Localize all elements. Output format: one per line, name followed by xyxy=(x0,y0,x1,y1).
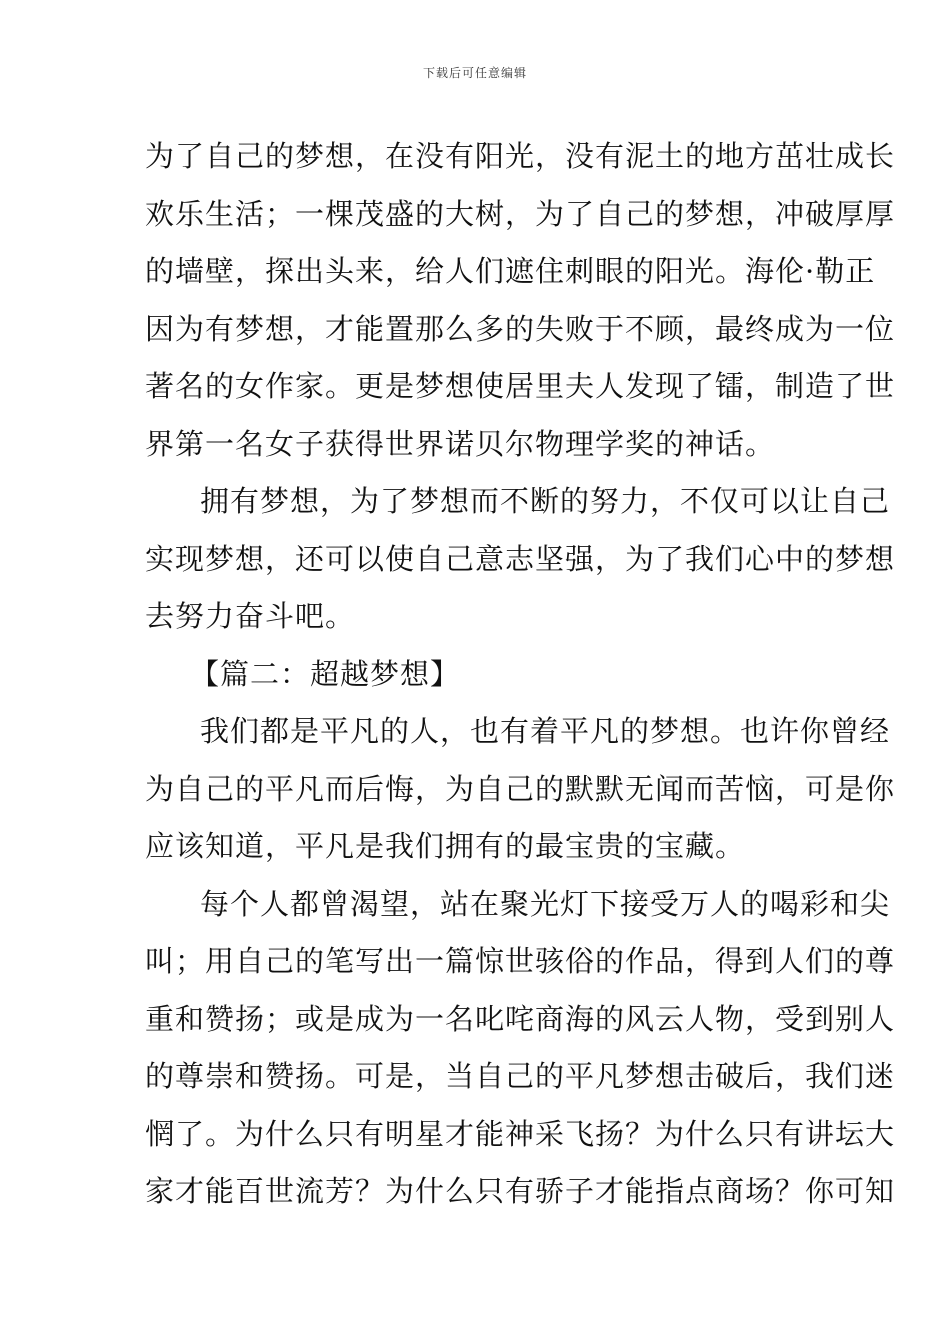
text-line: 去努力奋斗吧。 xyxy=(145,599,356,633)
text-line: 惘了。为什么只有明星才能神采飞扬？为什么只有讲坛大 xyxy=(145,1116,896,1151)
text-line: 家才能百世流芳？为什么只有骄子才能指点商场？你可知 xyxy=(145,1174,896,1208)
paragraph xyxy=(145,128,896,473)
section-heading xyxy=(145,646,810,704)
paragraph xyxy=(145,876,896,1221)
text-line: 界第一名女子获得世界诺贝尔物理学奖的神话。 xyxy=(145,426,776,461)
text-line: 欢乐生活；一棵茂盛的大树，为了自己的梦想，冲破厚厚 xyxy=(145,196,896,231)
text-line: 重和赞扬；或是成为一名叱咤商海的风云人物，受到别人 xyxy=(145,1001,896,1036)
text-line: 为自己的平凡而后悔，为自己的默默无闻而苦恼，可是你 xyxy=(145,771,896,806)
text-line: 拥有梦想，为了梦想而不断的努力，不仅可以让自己 xyxy=(200,484,891,518)
text-line: 因为有梦想，才能置那么多的失败于不顾，最终成为一位 xyxy=(145,311,896,346)
text-line: 每个人都曾渴望，站在聚光灯下接受万人的喝彩和尖 xyxy=(200,886,891,921)
paragraph xyxy=(145,473,896,646)
text-line: 叫；用自己的笔写出一篇惊世骇俗的作品，得到人们的尊 xyxy=(145,944,896,978)
page-header: 下载后可任意编辑 xyxy=(422,66,527,80)
text-line: 为了自己的梦想，在没有阳光，没有泥土的地方茁壮成长 xyxy=(145,139,896,173)
text-line: 实现梦想，还可以使自己意志坚强，为了我们心中的梦想 xyxy=(145,541,896,576)
heading-line: 【篇二：超越梦想】 xyxy=(190,656,461,691)
text-line: 著名的女作家。更是梦想使居里夫人发现了镭，制造了世 xyxy=(145,369,896,403)
paragraph xyxy=(145,703,896,876)
text-line: 我们都是平凡的人，也有着平凡的梦想。也许你曾经 xyxy=(200,714,891,748)
text-line: 应该知道，平凡是我们拥有的最宝贵的宝藏。 xyxy=(145,829,746,863)
text-line: 的尊崇和赞扬。可是，当自己的平凡梦想击破后，我们迷 xyxy=(145,1059,896,1093)
document-body xyxy=(145,128,896,1221)
text-line: 的墙壁，探出头来，给人们遮住刺眼的阳光。海伦·勒正 xyxy=(145,254,876,288)
